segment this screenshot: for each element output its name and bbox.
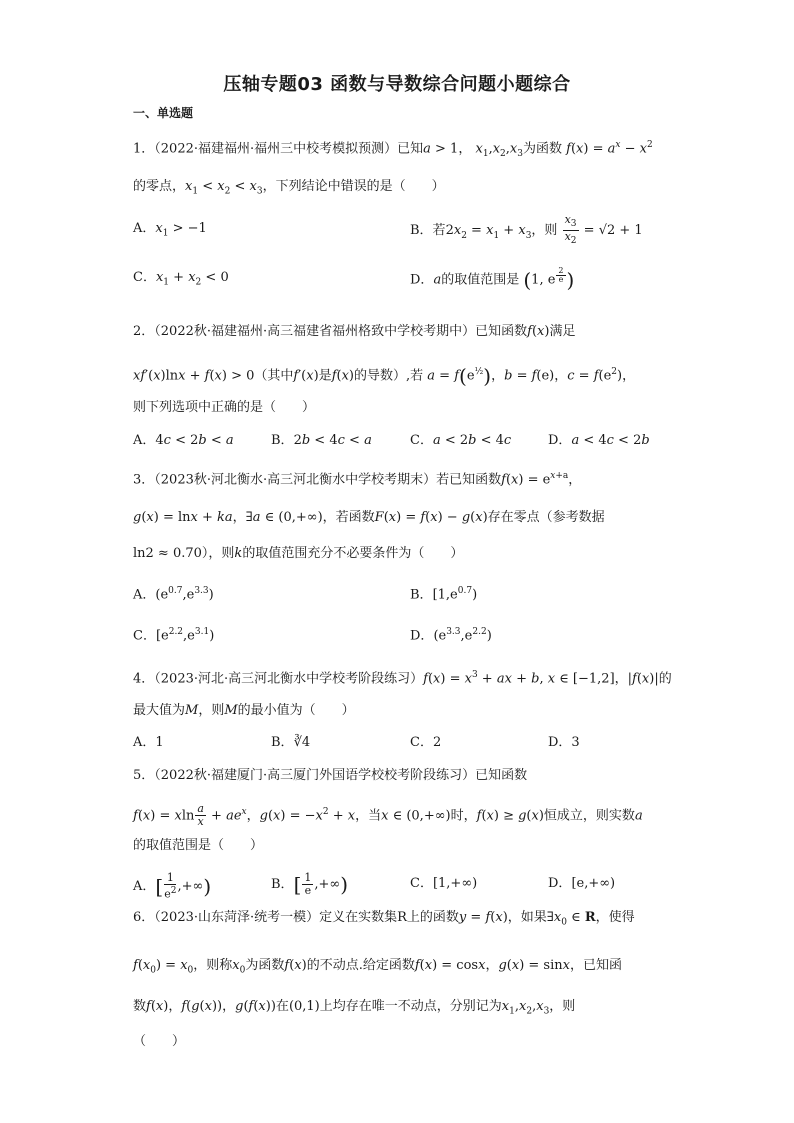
question-3-option-d[interactable]: D．$(e^{3.3},e^{2.2})$ <box>410 627 492 644</box>
question-2-option-b[interactable]: B．2b < 4c < a <box>271 433 372 448</box>
question-5-option-d[interactable]: D．[e,+∞) <box>548 876 616 891</box>
question-5-option-c[interactable]: C．[1,+∞) <box>410 876 478 891</box>
question-3-stem-cont: g(x) = lnx + ka，∃a ∈ (0,+∞)，若函数F(x) = f(x) − g(x)存在零点（参考数据 <box>133 510 605 525</box>
question-6-stem: 6．（2023·山东菏泽·统考一模）定义在实数集R上的函数y = f(x)，如果$\exists x_0$ ∈ R，使得 <box>133 910 635 928</box>
question-2-option-c[interactable]: C．a < 2b < 4c <box>410 433 512 448</box>
question-5-option-b[interactable]: B．[ $\frac{1}{e}$ ,+∞) <box>271 871 349 897</box>
question-6-stem-cont-2: 数f(x)，f(g(x))，g(f(x))在(0,1)上均存在唯一不动点，分别记为$x_1,x_2,x_3$，则 <box>133 999 576 1017</box>
question-3-option-a[interactable]: A．$(e^{0.7},e^{3.3})$ <box>133 586 214 603</box>
question-4-option-c[interactable]: C．2 <box>410 735 442 750</box>
question-1-stem-cont: 的零点，$x_1 < x_2 < x_3$，下列结论中错误的是（ ） <box>133 179 445 197</box>
question-4-stem-cont: 最大值为M，则M的最小值为（ ） <box>133 703 355 718</box>
question-5-option-a[interactable]: A．[ $\frac{1}{e^2}$ ,+∞) <box>133 871 212 901</box>
question-6-stem-end: （ ） <box>133 1034 186 1049</box>
question-4-option-d[interactable]: D．3 <box>548 735 580 750</box>
question-5-stem-end: 的取值范围是（ ） <box>133 838 264 853</box>
question-3-option-c[interactable]: C．$[e^{2.2},e^{3.1})$ <box>133 627 215 644</box>
question-1-stem: 1．（2022·福建福州·福州三中校考模拟预测）已知a > 1， $x_1,x_2,x_3$为函数 $f(x) = a^x - x^2$ <box>133 140 653 159</box>
document-title: 压轴专题03 函数与导数综合问题小题综合 <box>223 74 571 95</box>
question-1-option-d[interactable]: D．a的取值范围是 (1, e $^{\frac{2}{e}}$ ) <box>410 266 575 292</box>
question-2-stem: 2．（2022秋·福建福州·高三福建省福州格致中学校考期中）已知函数f(x)满足 <box>133 324 576 339</box>
section-heading: 一、单选题 <box>133 106 194 120</box>
question-5-stem: 5．（2022秋·福建厦门·高三厦门外国语学校校考阶段练习）已知函数 <box>133 768 528 783</box>
question-3-option-b[interactable]: B．$[1,e^{0.7})$ <box>410 586 478 603</box>
question-1-option-a[interactable]: A．$x_1 > -1$ <box>133 221 207 239</box>
question-4-stem: 4．（2023·河北·高三河北衡水中学校考阶段练习）$f(x) = x^3$ + ax + b, x ∈ [−1,2]，|f(x)|的 <box>133 670 672 687</box>
question-4-option-a[interactable]: A．1 <box>133 735 164 750</box>
question-2-option-a[interactable]: A．4c < 2b < a <box>133 433 234 448</box>
question-2-stem-end: 则下列选项中正确的是（ ） <box>133 400 316 415</box>
question-1-option-b[interactable]: B．若$2x_2 = x_1 + x_3$，则 $\frac{x_3}{x_2}$ = √2 + 1 <box>410 213 643 247</box>
question-4-option-b[interactable]: B．∛4 <box>271 735 311 750</box>
question-6-stem-cont: $f(x_0) = x_0$，则称$x_0$为函数f(x)的不动点.给定函数f(x) = cosx，g(x) = sinx，已知函 <box>133 958 622 976</box>
question-3-stem: 3．（2023秋·河北衡水·高三河北衡水中学校考期末）若已知函数$f(x) = e^{x+a}$， <box>133 471 582 488</box>
question-2-option-d[interactable]: D．a < 4c < 2b <box>548 433 650 448</box>
question-5-stem-cont: f(x) = xln $\frac{a}{x}$ + $ae^x$，$g(x) = -x^2 + x$，当x ∈ (0,+∞)时，f(x) ≥ g(x)恒成立，则实数a <box>133 802 643 829</box>
question-2-stem-cont: xf′(x)lnx + f(x) > 0（其中f′(x)是f(x)的导数）,若 $a = f(e^{\frac{1}{2}})$，b = f(e)，$c = f(e^2)$， <box>133 363 636 388</box>
question-1-option-c[interactable]: C．$x_1 + x_2 < 0$ <box>133 270 229 288</box>
question-3-stem-end: ln2 ≈ 0.70），则k的取值范围充分不必要条件为（ ） <box>133 546 464 561</box>
